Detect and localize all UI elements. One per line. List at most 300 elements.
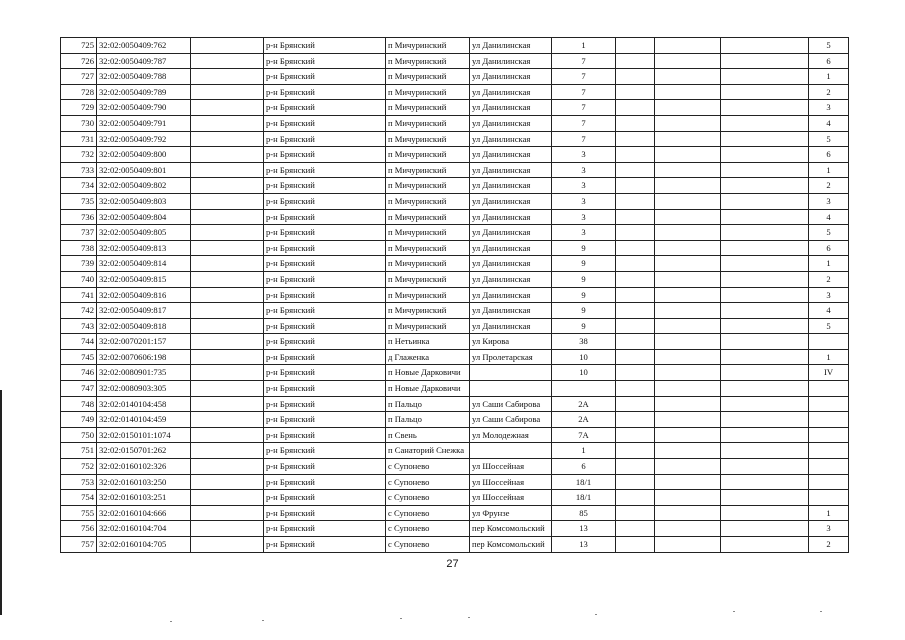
street-cell: ул Саши Сабирова — [470, 396, 552, 412]
street-cell: ул Пролетарская — [470, 349, 552, 365]
district-cell: р-н Брянский — [264, 147, 386, 163]
empty-cell-cell — [191, 147, 264, 163]
empty-cell-cell — [191, 271, 264, 287]
empty-cell-cell — [191, 100, 264, 116]
row-number-cell: 733 — [61, 162, 97, 178]
district-cell: р-н Брянский — [264, 84, 386, 100]
extra-number-cell — [655, 287, 721, 303]
empty-cell-cell — [721, 381, 809, 397]
row-number-cell: 748 — [61, 396, 97, 412]
table-row — [61, 318, 849, 334]
house-number-cell: 3 — [552, 193, 616, 209]
extra-number-cell — [655, 349, 721, 365]
cadastral-number-cell: 32:02:0050409:814 — [97, 256, 191, 272]
building-number-cell — [616, 318, 655, 334]
locality-cell: п Свень — [386, 427, 470, 443]
street-cell: ул Данилинская — [470, 287, 552, 303]
cadastral-number-cell: 32:02:0050409:787 — [97, 53, 191, 69]
extra-number-cell — [655, 115, 721, 131]
empty-cell-cell — [721, 256, 809, 272]
empty-cell-cell — [191, 53, 264, 69]
district-cell: р-н Брянский — [264, 505, 386, 521]
street-cell: ул Данилинская — [470, 69, 552, 85]
street-cell: ул Данилинская — [470, 271, 552, 287]
street-cell: ул Данилинская — [470, 38, 552, 54]
empty-cell-cell — [191, 521, 264, 537]
district-cell: р-н Брянский — [264, 381, 386, 397]
extra-number-cell — [655, 412, 721, 428]
table-row — [61, 365, 849, 381]
building-number-cell — [616, 349, 655, 365]
scan-edge-line — [0, 390, 2, 615]
cadastral-number-cell: 32:02:0160102:326 — [97, 459, 191, 475]
locality-cell: с Супонево — [386, 505, 470, 521]
empty-cell-cell — [721, 396, 809, 412]
extra-number-cell — [655, 521, 721, 537]
district-cell: р-н Брянский — [264, 365, 386, 381]
scan-speck — [468, 617, 470, 618]
table-row — [61, 412, 849, 428]
row-number-cell: 727 — [61, 69, 97, 85]
empty-cell-cell — [191, 69, 264, 85]
empty-cell-cell — [191, 474, 264, 490]
empty-cell-cell — [721, 365, 809, 381]
apartment-number-cell — [809, 412, 849, 428]
apartment-number-cell: 3 — [809, 100, 849, 116]
locality-cell: с Супонево — [386, 459, 470, 475]
table-row — [61, 427, 849, 443]
table-row — [61, 505, 849, 521]
table-row — [61, 537, 849, 553]
locality-cell: п Мичуринский — [386, 240, 470, 256]
row-number-cell: 729 — [61, 100, 97, 116]
empty-cell-cell — [191, 131, 264, 147]
cadastral-number-cell: 32:02:0050409:788 — [97, 69, 191, 85]
house-number-cell: 9 — [552, 271, 616, 287]
locality-cell: с Супонево — [386, 537, 470, 553]
extra-number-cell — [655, 303, 721, 319]
street-cell: ул Данилинская — [470, 303, 552, 319]
district-cell: р-н Брянский — [264, 334, 386, 350]
house-number-cell: 1 — [552, 443, 616, 459]
locality-cell: п Мичуринский — [386, 69, 470, 85]
table-row — [61, 240, 849, 256]
extra-number-cell — [655, 225, 721, 241]
empty-cell-cell — [721, 240, 809, 256]
locality-cell: п Пальцо — [386, 412, 470, 428]
building-number-cell — [616, 505, 655, 521]
cadastral-number-cell: 32:02:0050409:813 — [97, 240, 191, 256]
extra-number-cell — [655, 505, 721, 521]
empty-cell-cell — [191, 38, 264, 54]
house-number-cell: 10 — [552, 365, 616, 381]
district-cell: р-н Брянский — [264, 427, 386, 443]
locality-cell: п Мичуринский — [386, 303, 470, 319]
cadastral-number-cell: 32:02:0160104:705 — [97, 537, 191, 553]
apartment-number-cell: 5 — [809, 318, 849, 334]
house-number-cell: 2А — [552, 412, 616, 428]
empty-cell-cell — [721, 490, 809, 506]
table-row — [61, 287, 849, 303]
table-row — [61, 131, 849, 147]
extra-number-cell — [655, 474, 721, 490]
table-row — [61, 396, 849, 412]
locality-cell: п Мичуринский — [386, 38, 470, 54]
cadastral-number-cell: 32:02:0070201:157 — [97, 334, 191, 350]
district-cell: р-н Брянский — [264, 303, 386, 319]
locality-cell: п Мичуринский — [386, 287, 470, 303]
row-number-cell: 725 — [61, 38, 97, 54]
street-cell: ул Данилинская — [470, 318, 552, 334]
table-row — [61, 178, 849, 194]
empty-cell-cell — [721, 459, 809, 475]
street-cell: ул Данилинская — [470, 162, 552, 178]
row-number-cell: 745 — [61, 349, 97, 365]
empty-cell-cell — [191, 178, 264, 194]
extra-number-cell — [655, 69, 721, 85]
empty-cell-cell — [721, 193, 809, 209]
row-number-cell: 756 — [61, 521, 97, 537]
building-number-cell — [616, 396, 655, 412]
district-cell: р-н Брянский — [264, 131, 386, 147]
building-number-cell — [616, 131, 655, 147]
house-number-cell: 10 — [552, 349, 616, 365]
table-row — [61, 443, 849, 459]
empty-cell-cell — [721, 521, 809, 537]
empty-cell-cell — [191, 505, 264, 521]
extra-number-cell — [655, 443, 721, 459]
empty-cell-cell — [721, 271, 809, 287]
empty-cell-cell — [191, 240, 264, 256]
extra-number-cell — [655, 490, 721, 506]
cadastral-number-cell: 32:02:0050409:816 — [97, 287, 191, 303]
row-number-cell: 741 — [61, 287, 97, 303]
cadastral-number-cell: 32:02:0160104:666 — [97, 505, 191, 521]
street-cell — [470, 365, 552, 381]
row-number-cell: 743 — [61, 318, 97, 334]
cadastral-number-cell: 32:02:0050409:803 — [97, 193, 191, 209]
scan-speck — [400, 618, 402, 619]
extra-number-cell — [655, 131, 721, 147]
empty-cell-cell — [721, 225, 809, 241]
empty-cell-cell — [721, 443, 809, 459]
cadastral-number-cell: 32:02:0050409:817 — [97, 303, 191, 319]
cadastral-number-cell: 32:02:0050409:800 — [97, 147, 191, 163]
apartment-number-cell: 1 — [809, 505, 849, 521]
extra-number-cell — [655, 396, 721, 412]
building-number-cell — [616, 381, 655, 397]
house-number-cell — [552, 381, 616, 397]
street-cell: ул Данилинская — [470, 193, 552, 209]
row-number-cell: 742 — [61, 303, 97, 319]
locality-cell: п Мичуринский — [386, 131, 470, 147]
empty-cell-cell — [721, 69, 809, 85]
empty-cell-cell — [721, 53, 809, 69]
apartment-number-cell: 4 — [809, 209, 849, 225]
building-number-cell — [616, 303, 655, 319]
empty-cell-cell — [191, 225, 264, 241]
empty-cell-cell — [721, 334, 809, 350]
scan-speck — [595, 614, 597, 615]
extra-number-cell — [655, 459, 721, 475]
street-cell: ул Данилинская — [470, 209, 552, 225]
empty-cell-cell — [721, 287, 809, 303]
house-number-cell: 3 — [552, 162, 616, 178]
table-row — [61, 115, 849, 131]
extra-number-cell — [655, 256, 721, 272]
locality-cell: п Новые Дарковичи — [386, 365, 470, 381]
street-cell: ул Кирова — [470, 334, 552, 350]
building-number-cell — [616, 271, 655, 287]
locality-cell: п Мичуринский — [386, 271, 470, 287]
apartment-number-cell — [809, 381, 849, 397]
district-cell: р-н Брянский — [264, 412, 386, 428]
table-row — [61, 38, 849, 54]
row-number-cell: 755 — [61, 505, 97, 521]
district-cell: р-н Брянский — [264, 53, 386, 69]
locality-cell: п Мичуринский — [386, 100, 470, 116]
district-cell: р-н Брянский — [264, 100, 386, 116]
scan-speck — [262, 620, 264, 621]
district-cell: р-н Брянский — [264, 443, 386, 459]
district-cell: р-н Брянский — [264, 193, 386, 209]
table-row — [61, 303, 849, 319]
empty-cell-cell — [721, 100, 809, 116]
building-number-cell — [616, 162, 655, 178]
building-number-cell — [616, 115, 655, 131]
building-number-cell — [616, 100, 655, 116]
extra-number-cell — [655, 193, 721, 209]
district-cell: р-н Брянский — [264, 318, 386, 334]
cadastral-number-cell: 32:02:0050409:801 — [97, 162, 191, 178]
district-cell: р-н Брянский — [264, 178, 386, 194]
apartment-number-cell: 1 — [809, 256, 849, 272]
table-row — [61, 490, 849, 506]
empty-cell-cell — [191, 193, 264, 209]
locality-cell: с Супонево — [386, 474, 470, 490]
district-cell: р-н Брянский — [264, 349, 386, 365]
locality-cell: п Мичуринский — [386, 178, 470, 194]
apartment-number-cell — [809, 334, 849, 350]
table-row — [61, 349, 849, 365]
table-row — [61, 381, 849, 397]
empty-cell-cell — [191, 209, 264, 225]
empty-cell-cell — [721, 38, 809, 54]
apartment-number-cell: 3 — [809, 521, 849, 537]
apartment-number-cell: 1 — [809, 162, 849, 178]
street-cell: пер Комсомольский — [470, 521, 552, 537]
row-number-cell: 737 — [61, 225, 97, 241]
house-number-cell: 3 — [552, 209, 616, 225]
building-number-cell — [616, 537, 655, 553]
row-number-cell: 735 — [61, 193, 97, 209]
table-row — [61, 334, 849, 350]
street-cell: ул Молодежная — [470, 427, 552, 443]
street-cell: ул Шоссейная — [470, 474, 552, 490]
locality-cell: п Пальцо — [386, 396, 470, 412]
apartment-number-cell: 2 — [809, 178, 849, 194]
apartment-number-cell: 5 — [809, 225, 849, 241]
street-cell: пер Комсомольский — [470, 537, 552, 553]
house-number-cell: 13 — [552, 521, 616, 537]
cadastral-number-cell: 32:02:0050409:818 — [97, 318, 191, 334]
extra-number-cell — [655, 334, 721, 350]
district-cell: р-н Брянский — [264, 474, 386, 490]
cadastral-number-cell: 32:02:0050409:815 — [97, 271, 191, 287]
district-cell: р-н Брянский — [264, 537, 386, 553]
building-number-cell — [616, 240, 655, 256]
table-row — [61, 225, 849, 241]
cadastral-number-cell: 32:02:0050409:805 — [97, 225, 191, 241]
empty-cell-cell — [191, 537, 264, 553]
street-cell: ул Данилинская — [470, 131, 552, 147]
street-cell: ул Данилинская — [470, 53, 552, 69]
empty-cell-cell — [191, 365, 264, 381]
locality-cell: п Мичуринский — [386, 162, 470, 178]
empty-cell-cell — [191, 427, 264, 443]
extra-number-cell — [655, 147, 721, 163]
locality-cell: п Мичуринский — [386, 115, 470, 131]
house-number-cell: 38 — [552, 334, 616, 350]
cadastral-number-cell: 32:02:0150101:1074 — [97, 427, 191, 443]
street-cell: ул Фрунзе — [470, 505, 552, 521]
row-number-cell: 747 — [61, 381, 97, 397]
apartment-number-cell: 2 — [809, 537, 849, 553]
building-number-cell — [616, 225, 655, 241]
row-number-cell: 746 — [61, 365, 97, 381]
scan-speck — [820, 611, 822, 612]
street-cell: ул Данилинская — [470, 115, 552, 131]
apartment-number-cell — [809, 443, 849, 459]
house-number-cell: 7 — [552, 100, 616, 116]
house-number-cell: 13 — [552, 537, 616, 553]
district-cell: р-н Брянский — [264, 396, 386, 412]
house-number-cell: 18/1 — [552, 474, 616, 490]
apartment-number-cell: 6 — [809, 147, 849, 163]
table-row — [61, 256, 849, 272]
district-cell: р-н Брянский — [264, 240, 386, 256]
empty-cell-cell — [191, 443, 264, 459]
cadastral-number-cell: 32:02:0050409:792 — [97, 131, 191, 147]
building-number-cell — [616, 490, 655, 506]
table-row — [61, 459, 849, 475]
house-number-cell: 3 — [552, 147, 616, 163]
district-cell: р-н Брянский — [264, 490, 386, 506]
row-number-cell: 726 — [61, 53, 97, 69]
cadastral-number-cell: 32:02:0080901:735 — [97, 365, 191, 381]
table-row — [61, 521, 849, 537]
locality-cell: п Санаторий Снежка — [386, 443, 470, 459]
row-number-cell: 754 — [61, 490, 97, 506]
district-cell: р-н Брянский — [264, 256, 386, 272]
house-number-cell: 9 — [552, 240, 616, 256]
extra-number-cell — [655, 365, 721, 381]
empty-cell-cell — [721, 303, 809, 319]
street-cell: ул Данилинская — [470, 256, 552, 272]
house-number-cell: 2А — [552, 396, 616, 412]
extra-number-cell — [655, 240, 721, 256]
building-number-cell — [616, 178, 655, 194]
house-number-cell: 7 — [552, 84, 616, 100]
row-number-cell: 752 — [61, 459, 97, 475]
empty-cell-cell — [721, 427, 809, 443]
extra-number-cell — [655, 271, 721, 287]
house-number-cell: 9 — [552, 303, 616, 319]
extra-number-cell — [655, 537, 721, 553]
house-number-cell: 18/1 — [552, 490, 616, 506]
empty-cell-cell — [721, 505, 809, 521]
empty-cell-cell — [721, 162, 809, 178]
building-number-cell — [616, 365, 655, 381]
cadastral-number-cell: 32:02:0050409:802 — [97, 178, 191, 194]
property-registry-table — [60, 37, 849, 553]
house-number-cell: 7 — [552, 115, 616, 131]
extra-number-cell — [655, 162, 721, 178]
row-number-cell: 750 — [61, 427, 97, 443]
table-row — [61, 69, 849, 85]
house-number-cell: 1 — [552, 38, 616, 54]
table-body — [61, 38, 849, 553]
apartment-number-cell: 4 — [809, 303, 849, 319]
apartment-number-cell: 3 — [809, 193, 849, 209]
empty-cell-cell — [721, 318, 809, 334]
empty-cell-cell — [191, 256, 264, 272]
locality-cell: п Нетьинка — [386, 334, 470, 350]
building-number-cell — [616, 193, 655, 209]
building-number-cell — [616, 53, 655, 69]
street-cell: ул Данилинская — [470, 225, 552, 241]
locality-cell: п Мичуринский — [386, 53, 470, 69]
empty-cell-cell — [191, 303, 264, 319]
empty-cell-cell — [191, 162, 264, 178]
building-number-cell — [616, 521, 655, 537]
cadastral-number-cell: 32:02:0160103:251 — [97, 490, 191, 506]
extra-number-cell — [655, 53, 721, 69]
table-row — [61, 193, 849, 209]
building-number-cell — [616, 459, 655, 475]
locality-cell: д Глаженка — [386, 349, 470, 365]
table-row — [61, 271, 849, 287]
empty-cell-cell — [191, 396, 264, 412]
empty-cell-cell — [721, 537, 809, 553]
locality-cell: п Мичуринский — [386, 84, 470, 100]
apartment-number-cell: 6 — [809, 240, 849, 256]
district-cell: р-н Брянский — [264, 459, 386, 475]
page-number: 27 — [446, 558, 459, 570]
table-row — [61, 209, 849, 225]
row-number-cell: 753 — [61, 474, 97, 490]
district-cell: р-н Брянский — [264, 521, 386, 537]
empty-cell-cell — [721, 474, 809, 490]
building-number-cell — [616, 474, 655, 490]
building-number-cell — [616, 147, 655, 163]
street-cell — [470, 381, 552, 397]
house-number-cell: 7 — [552, 69, 616, 85]
empty-cell-cell — [191, 84, 264, 100]
row-number-cell: 728 — [61, 84, 97, 100]
scan-speck — [170, 621, 172, 622]
apartment-number-cell: 2 — [809, 271, 849, 287]
empty-cell-cell — [721, 209, 809, 225]
scan-speck — [733, 611, 735, 612]
empty-cell-cell — [721, 115, 809, 131]
empty-cell-cell — [721, 131, 809, 147]
cadastral-number-cell: 32:02:0150701:262 — [97, 443, 191, 459]
row-number-cell: 740 — [61, 271, 97, 287]
table-row — [61, 474, 849, 490]
row-number-cell: 751 — [61, 443, 97, 459]
empty-cell-cell — [191, 381, 264, 397]
